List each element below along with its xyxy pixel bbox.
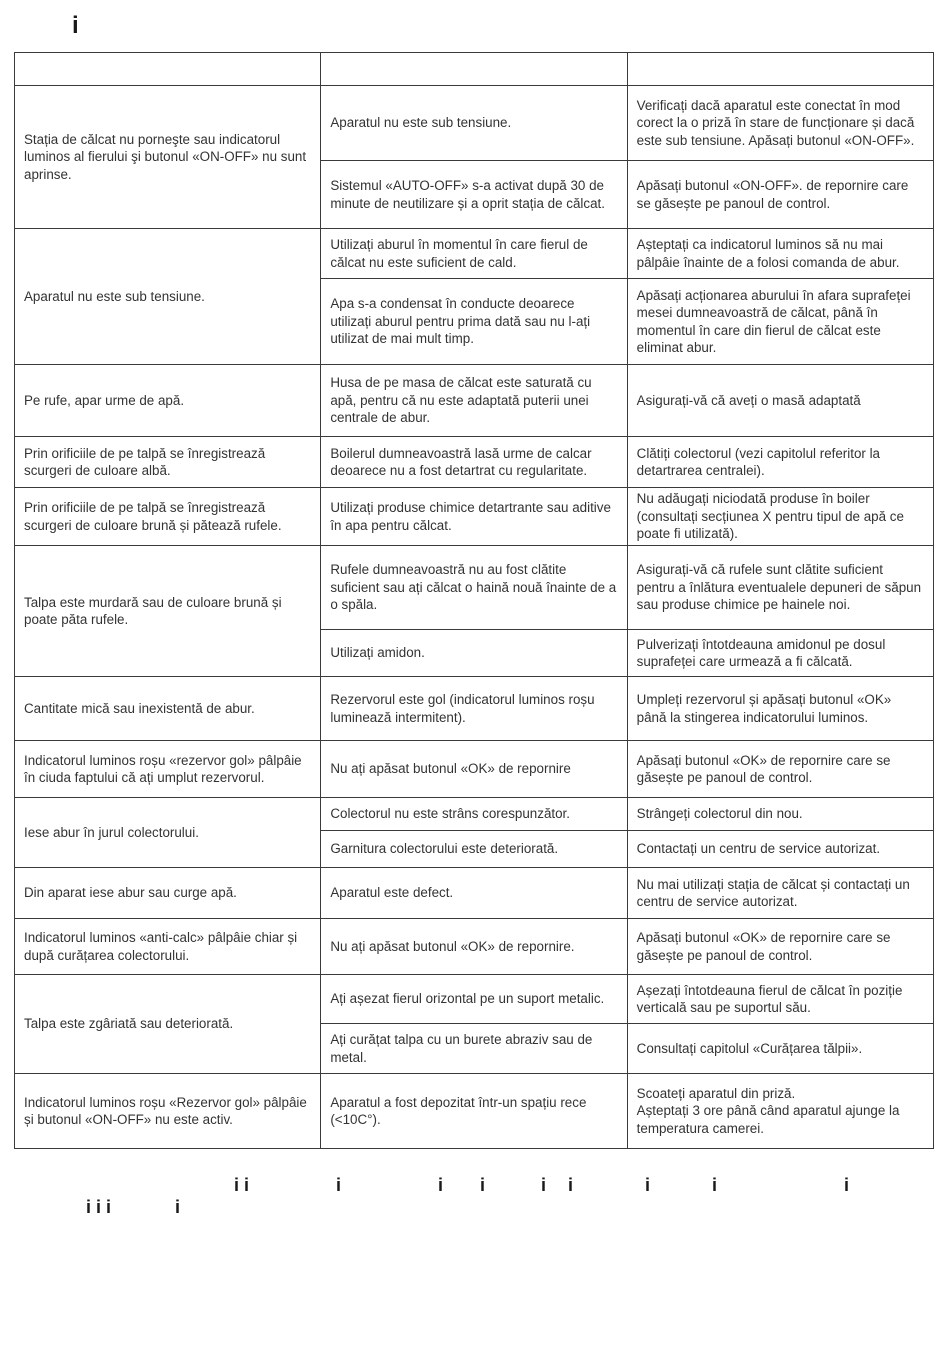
header-cell	[627, 53, 933, 86]
solution-cell: Nu adăugați niciodată produse în boiler (consultați secțiunea X pentru tipul de apă ce poate fi utilizată).	[627, 488, 933, 546]
footer-glyph: i	[844, 1175, 850, 1195]
solution-cell: Apăsați acționarea aburului în afara suprafeței mesei dumneavoastră de călcat, până în momentul în care din fierul de călcat este eliminat abur.	[627, 279, 933, 365]
problem-cell: Talpa este zgâriată sau deteriorată.	[15, 975, 321, 1074]
table-header-row	[15, 53, 934, 86]
cause-cell: Aparatul a fost depozitat într-un spațiu rece (<10C°).	[321, 1074, 627, 1149]
footer-glyph: i	[336, 1175, 342, 1195]
cause-cell: Boilerul dumneavoastră lasă urme de calcar deoarece nu a fost detartrat cu regularitate.	[321, 437, 627, 488]
solution-cell: Pulverizați întotdeauna amidonul pe dosul suprafeței care urmează a fi călcată.	[627, 630, 933, 677]
cause-cell: Husa de pe masa de călcat este saturată cu apă, pentru că nu este adaptată puterii unei centrale de abur.	[321, 365, 627, 437]
solution-cell: Apăsați butonul «OK» de repornire care se găsește pe panoul de control.	[627, 741, 933, 798]
footer-glyph: i	[645, 1175, 651, 1195]
footer-glyph: i	[712, 1175, 718, 1195]
cause-cell: Nu ați apăsat butonul «OK» de repornire	[321, 741, 627, 798]
problem-cell: Din aparat iese abur sau curge apă.	[15, 868, 321, 919]
footer-glyph: i i	[234, 1175, 250, 1195]
problem-cell: Prin orificiile de pe talpă se înregistrează scurgeri de culoare brună și pătează rufele.	[15, 488, 321, 546]
footer-glyph: i i i	[86, 1197, 112, 1217]
footer-glyph: i	[438, 1175, 444, 1195]
cause-cell: Aparatul nu este sub tensiune.	[321, 86, 627, 161]
solution-cell: Verificați dacă aparatul este conectat în mod corect la o priză în stare de funcționare și dacă este sub tensiune. Apăsați butonul «ON-OFF».	[627, 86, 933, 161]
problem-cell: Indicatorul luminos roșu «rezervor gol» pâlpâie în ciuda faptului că ați umplut rezervorul.	[15, 741, 321, 798]
footer-glyph-line	[0, 1175, 950, 1225]
footer-glyph: i	[175, 1197, 181, 1217]
problem-cell: Stația de călcat nu porneşte sau indicatorul luminos al fierului şi butonul «ON-OFF» nu sunt aprinse.	[15, 86, 321, 229]
footer-glyph: i	[480, 1175, 486, 1195]
header-cell	[321, 53, 627, 86]
solution-cell: Umpleți rezervorul și apăsați butonul «OK» până la stingerea indicatorului luminos.	[627, 677, 933, 741]
problem-cell: Prin orificiile de pe talpă se înregistrează scurgeri de culoare albă.	[15, 437, 321, 488]
cause-cell: Apa s-a condensat în conducte deoarece utilizați aburul pentru prima dată sau nu l-ați utilizat de mai mult timp.	[321, 279, 627, 365]
problem-cell: Cantitate mică sau inexistentă de abur.	[15, 677, 321, 741]
cause-cell: Utilizați aburul în momentul în care fierul de călcat nu este suficient de cald.	[321, 229, 627, 279]
table-row	[15, 365, 934, 437]
cause-cell: Ați curățat talpa cu un burete abraziv sau de metal.	[321, 1024, 627, 1074]
cause-cell: Sistemul «AUTO-OFF» s-a activat după 30 de minute de neutilizare și a oprit stația de călcat.	[321, 161, 627, 229]
cause-cell: Aparatul este defect.	[321, 868, 627, 919]
table-row	[15, 1074, 934, 1149]
cause-cell: Rufele dumneavoastră nu au fost clătite suficient sau ați călcat o haină nouă înainte de a o spăla.	[321, 546, 627, 630]
cause-cell: Rezervorul este gol (indicatorul luminos roșu luminează intermitent).	[321, 677, 627, 741]
solution-cell: Apăsați butonul «OK» de repornire care se găsește pe panoul de control.	[627, 919, 933, 975]
problem-cell: Indicatorul luminos «anti-calc» pâlpâie chiar și după curățarea colectorului.	[15, 919, 321, 975]
solution-cell: Așezați întotdeauna fierul de călcat în poziție verticală sau pe suportul său.	[627, 975, 933, 1024]
troubleshooting-table	[14, 52, 934, 1149]
solution-cell: Strângeți colectorul din nou.	[627, 798, 933, 831]
problem-cell: Aparatul nu este sub tensiune.	[15, 229, 321, 365]
problem-cell: Talpa este murdară sau de culoare brună și poate păta rufele.	[15, 546, 321, 677]
cause-cell: Utilizați amidon.	[321, 630, 627, 677]
problem-cell: Iese abur în jurul colectorului.	[15, 798, 321, 868]
footer-glyph: i	[568, 1175, 574, 1195]
page-heading-mark: i	[72, 12, 79, 39]
cause-cell: Garnitura colectorului este deteriorată.	[321, 831, 627, 868]
solution-cell: Clătiți colectorul (vezi capitolul referitor la detartrarea centralei).	[627, 437, 933, 488]
cause-cell: Utilizați produse chimice detartrante sau aditive în apa pentru călcat.	[321, 488, 627, 546]
table-row	[15, 798, 934, 831]
table-row	[15, 919, 934, 975]
solution-cell: Așteptați ca indicatorul luminos să nu mai pâlpâie înainte de a folosi comanda de abur.	[627, 229, 933, 279]
solution-cell: Scoateți aparatul din priză. Așteptați 3 ore până când aparatul ajunge la temperatura camerei.	[627, 1074, 933, 1149]
solution-cell: Apăsați butonul «ON-OFF». de repornire care se găsește pe panoul de control.	[627, 161, 933, 229]
footer-glyph: i	[541, 1175, 547, 1195]
solution-cell: Asigurați-vă că rufele sunt clătite suficient pentru a înlătura eventualele depuneri de săpun sau produse chimice pe hainele noi.	[627, 546, 933, 630]
table-row	[15, 488, 934, 546]
table-row	[15, 546, 934, 630]
table-row	[15, 229, 934, 279]
cause-cell: Colectorul nu este strâns corespunzător.	[321, 798, 627, 831]
table-row	[15, 868, 934, 919]
table-row	[15, 975, 934, 1024]
solution-cell: Contactați un centru de service autorizat.	[627, 831, 933, 868]
table-row	[15, 741, 934, 798]
problem-cell: Indicatorul luminos roșu «Rezervor gol» pâlpâie și butonul «ON-OFF» nu este activ.	[15, 1074, 321, 1149]
table-row	[15, 677, 934, 741]
cause-cell: Ați așezat fierul orizontal pe un suport metalic.	[321, 975, 627, 1024]
header-cell	[15, 53, 321, 86]
cause-cell: Nu ați apăsat butonul «OK» de repornire.	[321, 919, 627, 975]
table-row	[15, 86, 934, 161]
table-row	[15, 437, 934, 488]
problem-cell: Pe rufe, apar urme de apă.	[15, 365, 321, 437]
solution-cell: Consultați capitolul «Curățarea tălpii».	[627, 1024, 933, 1074]
solution-cell: Nu mai utilizați stația de călcat și contactați un centru de service autorizat.	[627, 868, 933, 919]
solution-cell: Asigurați-vă că aveți o masă adaptată	[627, 365, 933, 437]
